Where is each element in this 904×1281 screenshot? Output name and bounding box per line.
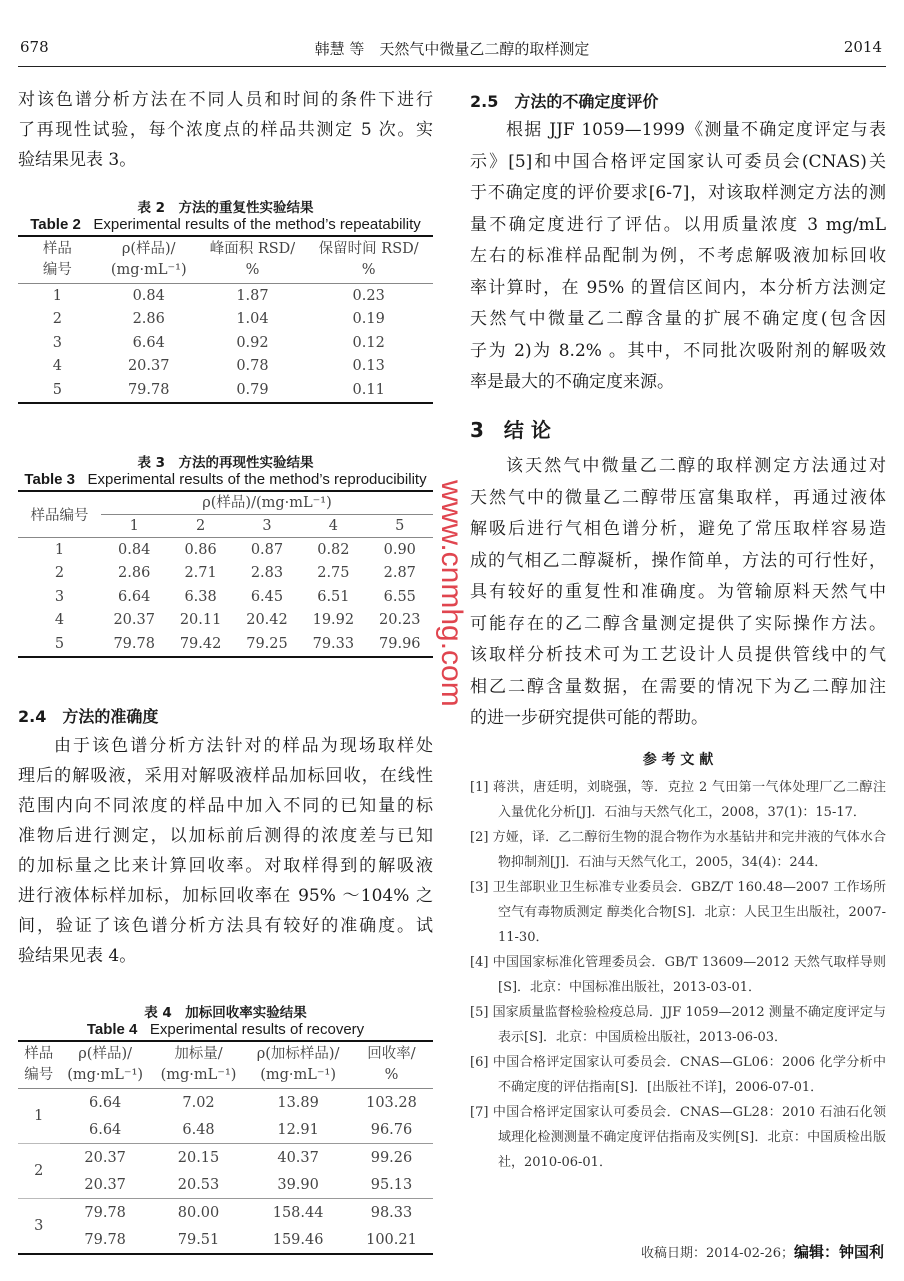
table-cell: 100.21: [366, 1231, 417, 1248]
reference-item: [3] 卫生部职业卫生标准专业委员会．GBZ/T 160.48—2007 工作场所空气有毒物质测定 醇类化合物[S]．北京：人民卫生出版社，2007-11-30．: [470, 880, 886, 945]
references-title: 参 考 文 献: [642, 752, 714, 768]
table-cell: 20.37: [60, 1171, 151, 1199]
table-row: [18, 609, 433, 633]
text-line: 的进一步研究提供可能的帮助。: [470, 708, 708, 728]
table-cell: 6.51: [317, 588, 350, 605]
table-cell: 5: [54, 635, 65, 652]
table-row: [18, 1144, 433, 1172]
header-line: (mg·mL⁻¹): [110, 262, 187, 278]
conclusion-paragraph: [470, 451, 886, 735]
column-header: [304, 236, 433, 284]
reference-list: [470, 775, 886, 1175]
accuracy-paragraph: [18, 731, 433, 971]
table-cell: 2: [54, 565, 65, 582]
table-cell: 95.13: [350, 1171, 433, 1199]
header-line: (mg·mL⁻¹): [67, 1067, 144, 1083]
text-line: 率是最大的不确定度来源。: [470, 372, 674, 392]
table-row: [18, 284, 433, 308]
header-line: ρ(样品)/: [78, 1046, 133, 1062]
table-cell: 6.64: [89, 1094, 122, 1111]
table-cell: 20.53: [151, 1171, 246, 1199]
table-header-row: [18, 1041, 433, 1089]
table-cell: 0.92: [236, 334, 269, 351]
section-heading-2-5: 2.5 方法的不确定度评价: [470, 92, 659, 111]
table-cell: 0.23: [352, 287, 385, 304]
sample-id-cell: 3: [34, 1218, 44, 1234]
table-cell: 0.84: [118, 541, 151, 558]
received-editor-line: [641, 1241, 884, 1262]
text-line: 天然气中的微量乙二醇带压富集取样，再通过液体: [470, 487, 886, 508]
table-cell: 20.37: [84, 1149, 126, 1166]
table-cell: 0.82: [317, 541, 350, 558]
text-line: 解吸后进行气相色谱分析，避免了常压取样容易造: [470, 519, 886, 539]
section-heading-2-4: 2.4 方法的准确度: [18, 707, 159, 726]
reference-item: [2] 方娅，译．乙二醇衍生物的混合物作为水基钻井和完井液的气体水合物抑制剂[J]．石油与天然气化工，2005，34(4)：244．: [470, 830, 886, 870]
column-header: 4: [300, 515, 366, 538]
column-header: [60, 1041, 151, 1089]
table-cell: 40.37: [277, 1149, 319, 1166]
table-cell: 20.23: [379, 612, 421, 629]
table-cell: 0.84: [132, 287, 165, 304]
table-cell: 4: [52, 358, 63, 375]
table-header-row: [18, 491, 433, 515]
table-cell: 3: [54, 588, 65, 605]
section-heading-3: 3 结 论: [470, 418, 551, 442]
table-cell: 0.13: [352, 358, 385, 375]
table-cell: 5: [52, 381, 63, 398]
column-header: 5: [367, 515, 433, 538]
table-cell: 4: [54, 612, 65, 629]
table-cell: 1: [52, 287, 63, 304]
text-line: 根据 JJF 1059—1999《测量不确定度评定与表: [506, 120, 886, 140]
table-cell: 2.86: [132, 311, 165, 328]
table-cell: 12.91: [246, 1116, 350, 1144]
table-cell: 0.78: [236, 358, 269, 375]
intro-paragraph: [18, 85, 433, 175]
text-line: 量不确定度进行了评估。以用质量浓度 3 mg/mL: [470, 214, 886, 235]
reference-item: [5] 国家质量监督检验检疫总局．JJF 1059—2012 测量不确定度评定与表示[S]．北京：中国质检出版社，2013-06-03．: [470, 1005, 886, 1045]
table-cell: 1.87: [236, 287, 269, 304]
text-line: 范围内向不同浓度的样品中加入不同的已知量的标: [18, 796, 433, 816]
header-line: (mg·mL⁻¹): [160, 1067, 237, 1083]
table-caption-en: Table 4 Experimental results of recovery: [86, 1021, 365, 1038]
table-cell: 6.38: [184, 588, 217, 605]
table-cell: 2: [52, 311, 63, 328]
reference-item: [7] 中国合格评定国家认可委员会．CNAS—GL28：2010 石油石化领域理化检测测量不确定度评估指南及实例[S]．北京：中国质检出版社，2010-06-01．: [470, 1105, 886, 1170]
text-line: 该取样分析技术可为工艺设计人员提供管线中的气: [470, 645, 886, 665]
watermark: www.cnmhg.com: [435, 480, 468, 707]
table-cell: 79.78: [113, 635, 155, 652]
table-row: [18, 308, 433, 332]
table-cell: 0.79: [236, 381, 269, 398]
text-line: 理后的解吸液，采用对解吸液样品加标回收，在线性: [18, 766, 433, 786]
table-cell: 79.33: [312, 635, 355, 652]
table-cell: 2.86: [118, 565, 151, 582]
column-header: [18, 1041, 60, 1089]
table-cell: 159.46: [272, 1231, 324, 1248]
text-line: 验结果见表 3。: [18, 150, 137, 170]
text-line: 子为 2)为 8.2% 。其中，不同批次吸附剂的解吸效: [470, 340, 886, 361]
header-line: 样品: [24, 1046, 54, 1062]
column-header: [97, 236, 201, 284]
table-cell: 2.75: [317, 565, 350, 582]
table-cell: 0.90: [383, 541, 416, 558]
header-rule: [18, 66, 886, 67]
table-cell: 20.42: [246, 612, 288, 629]
table-cell: 20.37: [113, 612, 155, 629]
table-row: [18, 1226, 433, 1254]
table-row: [18, 378, 433, 403]
header-line: 编号: [42, 262, 72, 278]
column-header: [151, 1041, 246, 1089]
table-row: [18, 1199, 433, 1227]
table-cell: 79.42: [179, 635, 222, 652]
text-line: 左右的标准样品配制为例，不考虑解吸液加标回收: [470, 246, 886, 266]
editor: 编辑：钟国利: [793, 1243, 884, 1261]
text-line: 可能存在的乙二醇含量测定提供了实际操作方法。: [470, 613, 886, 634]
column-header: 3: [234, 515, 300, 538]
table-cell: 6.64: [118, 588, 151, 605]
table-cell: 39.90: [246, 1171, 350, 1199]
sample-id-cell: 1: [18, 1089, 60, 1144]
table-cell: 7.02: [182, 1094, 215, 1111]
table-cell: 79.96: [379, 635, 421, 652]
table-cell: 103.28: [366, 1094, 417, 1111]
table-cell: 158.44: [272, 1204, 324, 1221]
table-cell: 96.76: [350, 1116, 433, 1144]
header-line: ρ(加标样品)/: [256, 1046, 340, 1062]
table-cell: 79.78: [84, 1204, 126, 1221]
header-line: 回收率/: [367, 1046, 416, 1062]
reference-item: [6] 中国合格评定国家认可委员会．CNAS—GL06：2006 化学分析中不确定度的评估指南[S]．[出版社不详]，2006-07-01．: [470, 1055, 886, 1095]
header-line: %: [384, 1067, 399, 1083]
table-cell: 2.71: [184, 565, 217, 582]
table-3: [18, 451, 433, 658]
text-line: 进行液体标样加标，加标回收率在 95% ～104% 之: [18, 886, 433, 906]
reference-item: [4] 中国国家标准化管理委员会．GB/T 13609—2012 天然气取样导则[S]．北京：中国标准出版社，2013-03-01．: [470, 955, 886, 995]
table-cell: 3: [52, 334, 63, 351]
text-line: 成的气相乙二醇凝析，操作简单，方法的可行性好，: [470, 550, 886, 571]
table-caption-cn: 表 2 方法的重复性实验结果: [137, 200, 314, 216]
table-cell: 6.64: [132, 334, 165, 351]
text-line: 于不确定度的评价要求[6-7]，对该取样测定方法的测: [470, 183, 886, 203]
year: 2014: [843, 38, 882, 56]
text-line: 率计算时，在 95% 的置信区间内，本分析方法测定: [470, 277, 886, 298]
running-title: 韩慧 等 天然气中微量乙二醇的取样测定: [314, 40, 590, 58]
table-row: [18, 538, 433, 562]
column-header: 2: [167, 515, 233, 538]
table-cell: 20.15: [177, 1149, 220, 1166]
table-cell: 1: [54, 541, 65, 558]
header-line: %: [361, 262, 376, 278]
table-row: [18, 1089, 433, 1117]
table-cell: 0.87: [250, 541, 284, 558]
column-header: [201, 236, 305, 284]
column-header: [246, 1041, 350, 1089]
reference-item: [1] 蒋洪，唐廷明，刘晓强，等．克拉 2 气田第一气体处理厂乙二醇注入量优化分析[J]．石油与天然气化工，2008，37(1)：15-17．: [470, 780, 886, 820]
table-row: [18, 585, 433, 609]
table-cell: 79.78: [84, 1231, 126, 1248]
table-caption-cn: 表 3 方法的再现性实验结果: [137, 455, 314, 471]
header-line: (mg·mL⁻¹): [260, 1067, 337, 1083]
column-group-header: ρ(样品)/(mg·mL⁻¹): [101, 491, 433, 515]
table-row: [18, 331, 433, 355]
table-cell: 6.48: [151, 1116, 246, 1144]
text-line: 示》[5]和中国合格评定国家认可委员会(CNAS)关: [470, 151, 886, 172]
text-line: 相乙二醇含量数据，在需要的情况下为乙二醇加注: [470, 676, 886, 697]
text-line: 验结果见表 4。: [18, 946, 137, 966]
table-row: [18, 632, 433, 657]
header-line: 编号: [24, 1067, 54, 1083]
table-row: [18, 1171, 433, 1199]
text-line: 的加标量之比来计算回收率。对取样得到的解吸液: [18, 856, 433, 876]
header-line: 加标量/: [174, 1046, 223, 1062]
table-cell: 2.87: [383, 565, 416, 582]
table-cell: 13.89: [277, 1094, 319, 1111]
table-cell: 79.25: [246, 635, 288, 652]
header-line: 样品: [42, 241, 72, 257]
table-cell: 0.19: [352, 311, 385, 328]
table-cell: 0.12: [352, 334, 385, 351]
table-row: [18, 562, 433, 586]
table-cell: 98.33: [370, 1204, 413, 1221]
uncertainty-paragraph: [470, 115, 886, 399]
table-cell: 6.55: [383, 588, 416, 605]
table-cell: 6.45: [250, 588, 284, 605]
text-line: 了再现性试验，每个浓度点的样品共测定 5 次。实: [18, 120, 433, 140]
column-header: 样品编号: [18, 491, 101, 538]
table-cell: 79.51: [177, 1231, 220, 1248]
column-header: 1: [101, 515, 167, 538]
text-line: 间，验证了该色谱分析方法具有较好的准确度。试: [18, 916, 433, 936]
column-header: [350, 1041, 433, 1089]
text-line: 由于该色谱分析方法针对的样品为现场取样处: [54, 736, 433, 756]
table-2: [18, 196, 433, 404]
table-header-row: [18, 236, 433, 284]
text-line: 具有较好的重复性和准确度。为管输原料天然气中: [470, 582, 886, 602]
table-caption-en: Table 2 Experimental results of the method’s repeatability: [30, 216, 421, 233]
table-row: [18, 1116, 433, 1144]
table-4: [18, 1001, 433, 1255]
table-row: [18, 355, 433, 379]
text-line: 天然气中微量乙二醇含量的扩展不确定度(包含因: [470, 309, 886, 329]
page-number: 678: [20, 38, 49, 56]
text-line: 对该色谱分析方法在不同人员和时间的条件下进行: [18, 90, 433, 110]
table-caption-en: Table 3 Experimental results of the method’s reproducibility: [24, 471, 427, 488]
text-line: 准物后进行测定，以加标前后测得的浓度差与已知: [18, 826, 433, 846]
table-cell: 80.00: [177, 1204, 220, 1221]
header-line: 保留时间 RSD/: [318, 241, 419, 257]
table-cell: 6.64: [60, 1116, 151, 1144]
table-cell: 20.37: [127, 358, 170, 375]
header-line: 峰面积 RSD/: [209, 241, 296, 257]
table-cell: 19.92: [312, 612, 355, 629]
table-cell: 79.78: [127, 381, 170, 398]
header-line: %: [245, 262, 260, 278]
table-cell: 99.26: [370, 1149, 413, 1166]
table-cell: 2.83: [250, 565, 284, 582]
text-line: 该天然气中微量乙二醇的取样测定方法通过对: [506, 456, 886, 476]
table-cell: 20.11: [179, 612, 222, 629]
received-date: 收稿日期：2014-02-26；: [641, 1246, 794, 1261]
table-cell: 0.11: [352, 381, 385, 398]
table-caption-cn: 表 4 加标回收率实验结果: [144, 1005, 307, 1021]
column-header: [18, 236, 97, 284]
table-cell: 1.04: [236, 311, 269, 328]
sample-id-cell: 2: [18, 1144, 60, 1199]
table-cell: 0.86: [184, 541, 217, 558]
header-line: ρ(样品)/: [121, 241, 176, 257]
